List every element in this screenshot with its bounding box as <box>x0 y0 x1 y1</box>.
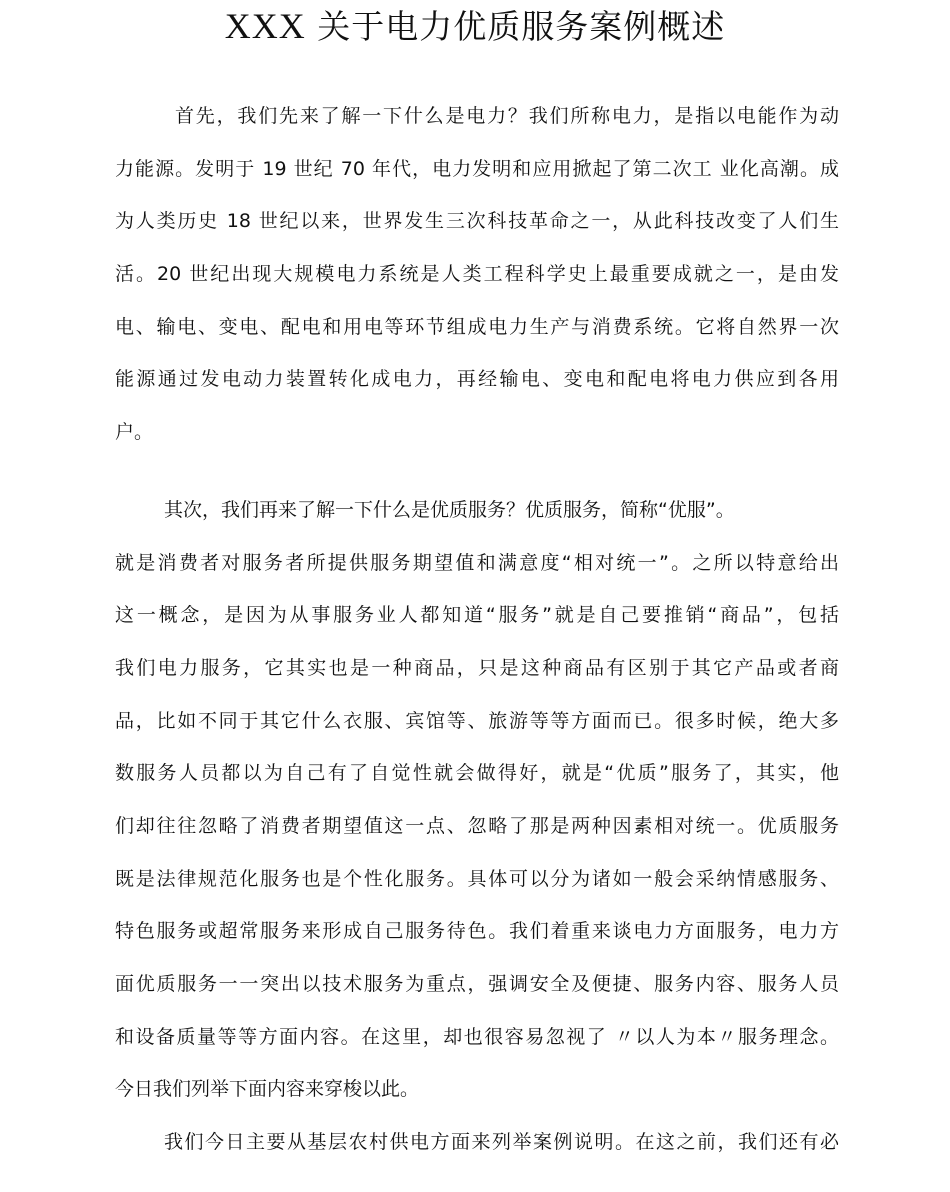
paragraph-rural-cases <box>115 1116 839 1169</box>
paragraph-line: 能源通过发电动力装置转化成电力，再经输电、变电和配电将电力供应到各用 <box>115 368 839 391</box>
paragraph-line: 电、输电、变电、配电和用电等环节组成电力生产与消费系统。它将自然界一次 <box>115 315 839 338</box>
title-prefix: XXX <box>224 6 306 46</box>
paragraph-line: 力能源。发明于 19 世纪 70 年代，电力发明和应用掀起了第二次工 业化高潮。成 <box>115 157 839 180</box>
paragraph-line: 品，比如不同于其它什么衣服、宾馆等、旅游等等方面而已。很多时候，绝大多 <box>115 709 839 732</box>
paragraph-line: 我们电力服务，它其实也是一种商品，只是这种商品有区别于其它产品或者商 <box>115 656 839 679</box>
paragraph-line: 既是法律规范化服务也是个性化服务。具体可以分为诸如一般会采纳情感服务、 <box>115 867 839 890</box>
paragraph-quality-service <box>115 484 839 1116</box>
paragraph-line: 为人类历史 18 世纪以来，世界发生三次科技革命之一，从此科技改变了人们生 <box>115 210 839 233</box>
paragraph-line: 面优质服务一一突出以技术服务为重点，强调安全及便捷、服务内容、服务人员 <box>115 973 839 995</box>
paragraph-line: 这一概念，是因为从事服务业人都知道“服务”就是自己要推销“商品”，包括 <box>115 604 839 627</box>
paragraph-line: 我们今日主要从基层农村供电方面来列举案例说明。在这之前，我们还有必 <box>164 1131 839 1154</box>
paragraph-line: 户。 <box>115 421 154 444</box>
paragraph-line: 们却往往忽略了消费者期望值这一点、忽略了那是两种因素相对统一。优质服务 <box>115 814 839 837</box>
paragraph-gap <box>115 459 839 484</box>
document-body <box>115 90 839 1169</box>
paragraph-line: 数服务人员都以为自己有了自觉性就会做得好，就是“优质”服务了，其实，他 <box>115 762 839 785</box>
paragraph-line: 首先，我们先来了解一下什么是电力？我们所称电力，是指以电能作为动 <box>175 105 839 127</box>
paragraph-line: 其次，我们再来了解一下什么是优质服务？优质服务，简称“优服”。 <box>164 498 735 521</box>
paragraph-electricity <box>115 90 839 459</box>
paragraph-line: 今日我们列举下面内容来穿梭以此。 <box>115 1078 420 1101</box>
document-title <box>0 4 950 49</box>
paragraph-line: 和设备质量等等方面内容。在这里，却也很容易忽视了 〃以人为本〃服务理念。 <box>115 1025 839 1048</box>
paragraph-line: 活。20 世纪出现大规模电力系统是人类工程科学史上最重要成就之一，是由发 <box>115 263 839 286</box>
title-text: 关于电力优质服务案例概述 <box>305 7 726 46</box>
paragraph-line: 就是消费者对服务者所提供服务期望值和满意度“相对统一”。之所以特意给出 <box>115 551 839 574</box>
paragraph-line: 特色服务或超常服务来形成自己服务待色。我们着重来谈电力方面服务，电力方 <box>115 920 839 943</box>
